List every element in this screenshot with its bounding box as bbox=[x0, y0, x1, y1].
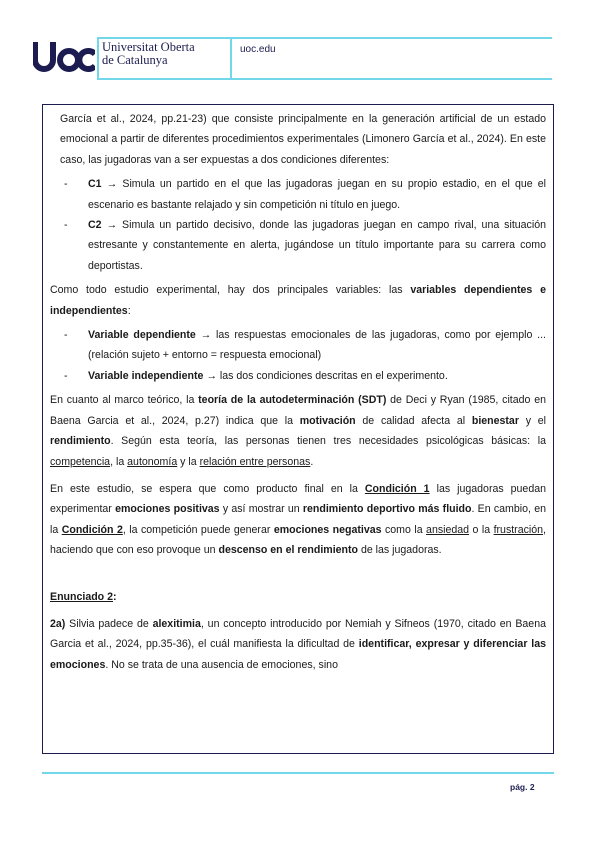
paragraph-expected-results: En este estudio, se espera que como producto final en la Condición 1 las jugadoras puedan experimentar emociones positivas y así mostrar un rendimiento deportivo más fluido. En cambio, en la Condición 2, la competición puede generar emociones negativas como la ansiedad o la frustración, haciendo que con eso provoque un descenso en el rendimiento de las jugadoras. bbox=[50, 482, 547, 557]
list-item-c2: - C2 → Simula un partido decisivo, donde las jugadoras juegan en campo rival, una situación estresante y constantemente en alerta, jugándose un título importante para su carrera como deportistas. bbox=[64, 219, 546, 272]
list-item-c1: - C1 → Simula un partido en el que las jugadoras juegan en su propio estadio, en el que el escenario es bastante relajado y sin competición ni título en juego. bbox=[64, 178, 546, 211]
header-divider-right bbox=[230, 38, 232, 78]
page-header bbox=[0, 0, 600, 90]
paragraph-alexithymia: 2a) Silvia padece de alexitimia, un concepto introducido por Nemiah y Sifneos (1970, citado en Baena Garcia et al., 2024, pp.35-36), el cuál manifiesta la dificultad de identificar, expresar y diferenciar las emociones. No se trata de una ausencia de emociones, sino bbox=[50, 617, 546, 671]
paragraph-theoretical-framework: En cuanto al marco teórico, la teoría de la autodeterminación (SDT) de Deci y Ryan (1985, citado en Baena Garcia et al., 2024, p.27) indica que la motivación de calidad afecta al bienestar y el rendimiento. Según esta teoría, las personas tienen tres necesidades psicológicas básicas: la competencia, la autonomía y la relación entre personas. bbox=[50, 394, 546, 468]
list-item-dependent-variable: - Variable dependiente → las respuestas emocionales de las jugadoras, como por ejemplo ... (relación sujeto + entorno = respuesta emocional) bbox=[64, 329, 546, 362]
document-body bbox=[42, 104, 554, 754]
list-item-independent-variable: - Variable independiente → las dos condiciones descritas en el experimento. bbox=[64, 369, 448, 382]
conditions-list bbox=[50, 174, 546, 276]
university-name-line2: de Catalunya bbox=[102, 53, 168, 67]
page-number: pág. 2 bbox=[510, 782, 535, 792]
header-top-line bbox=[97, 37, 552, 39]
footer-line bbox=[42, 772, 554, 774]
paragraph-variables: Como todo estudio experimental, hay dos principales variables: las variables dependientes e independientes: bbox=[50, 284, 546, 317]
section-heading-enunciado-2: Enunciado 2: bbox=[50, 590, 117, 603]
header-bottom-line bbox=[97, 78, 552, 80]
paragraph-experiment-intro: García et al., 2024, pp.21-23) que consiste principalmente en la generación artificial de un estado emocional a partir de diferentes procedimientos experimentales (Limonero García et al., 2024). En este caso, las jugadoras van a ser expuestas a dos condiciones diferentes: bbox=[60, 113, 546, 166]
university-url[interactable]: uoc.edu bbox=[240, 44, 276, 55]
uoc-logo-icon bbox=[33, 38, 95, 76]
header-divider-left bbox=[97, 38, 99, 78]
university-name bbox=[102, 41, 195, 67]
variables-list bbox=[50, 325, 546, 386]
university-name-line1: Universitat Oberta bbox=[102, 40, 195, 54]
